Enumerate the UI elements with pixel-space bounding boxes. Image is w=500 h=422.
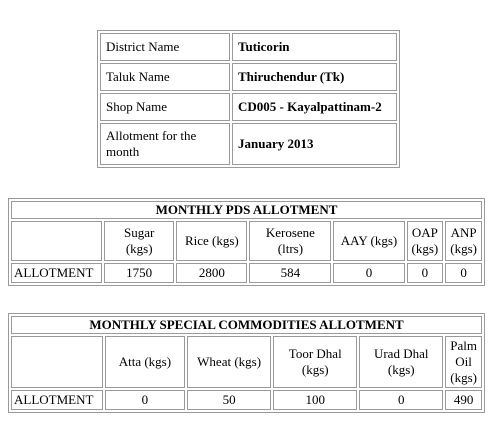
district-name-value: Tuticorin bbox=[232, 33, 397, 61]
special-header-palm-oil: Palm Oil (kgs) bbox=[445, 336, 482, 388]
pds-value-aay: 0 bbox=[333, 263, 404, 283]
shop-name-label: Shop Name bbox=[100, 93, 230, 121]
pds-header-kerosene: Kerosene (ltrs) bbox=[249, 221, 331, 261]
special-value-wheat: 50 bbox=[187, 390, 271, 410]
pds-value-oap: 0 bbox=[407, 263, 444, 283]
pds-value-sugar: 1750 bbox=[104, 263, 174, 283]
special-header-toor-dhal: Toor Dhal (kgs) bbox=[273, 336, 357, 388]
pds-header-oap: OAP (kgs) bbox=[407, 221, 444, 261]
special-value-atta: 0 bbox=[105, 390, 185, 410]
special-value-urad-dhal: 0 bbox=[359, 390, 443, 410]
pds-allotment-title: MONTHLY PDS ALLOTMENT bbox=[11, 201, 482, 219]
special-header-wheat: Wheat (kgs) bbox=[187, 336, 271, 388]
shop-name-value: CD005 - Kayalpattinam-2 bbox=[232, 93, 397, 121]
special-allotment-title: MONTHLY SPECIAL COMMODITIES ALLOTMENT bbox=[11, 316, 482, 334]
pds-value-rice: 2800 bbox=[176, 263, 247, 283]
pds-row-label: ALLOTMENT bbox=[11, 263, 102, 283]
pds-value-kerosene: 584 bbox=[249, 263, 331, 283]
shop-info-table bbox=[97, 30, 400, 168]
special-header-urad-dhal: Urad Dhal (kgs) bbox=[359, 336, 443, 388]
special-header-atta: Atta (kgs) bbox=[105, 336, 185, 388]
pds-header-empty bbox=[11, 221, 102, 261]
special-value-toor-dhal: 100 bbox=[273, 390, 357, 410]
special-row-label: ALLOTMENT bbox=[11, 390, 103, 410]
special-commodities-table bbox=[8, 313, 485, 413]
taluk-name-label: Taluk Name bbox=[100, 63, 230, 91]
pds-header-sugar: Sugar (kgs) bbox=[104, 221, 174, 261]
allotment-month-value: January 2013 bbox=[232, 123, 397, 165]
special-value-palm-oil: 490 bbox=[445, 390, 482, 410]
pds-allotment-table bbox=[8, 198, 485, 286]
pds-header-anp: ANP (kgs) bbox=[445, 221, 482, 261]
pds-header-aay: AAY (kgs) bbox=[333, 221, 404, 261]
district-name-label: District Name bbox=[100, 33, 230, 61]
allotment-month-label: Allotment for the month bbox=[100, 123, 230, 165]
pds-header-rice: Rice (kgs) bbox=[176, 221, 247, 261]
pds-value-anp: 0 bbox=[445, 263, 482, 283]
special-header-empty bbox=[11, 336, 103, 388]
taluk-name-value: Thiruchendur (Tk) bbox=[232, 63, 397, 91]
